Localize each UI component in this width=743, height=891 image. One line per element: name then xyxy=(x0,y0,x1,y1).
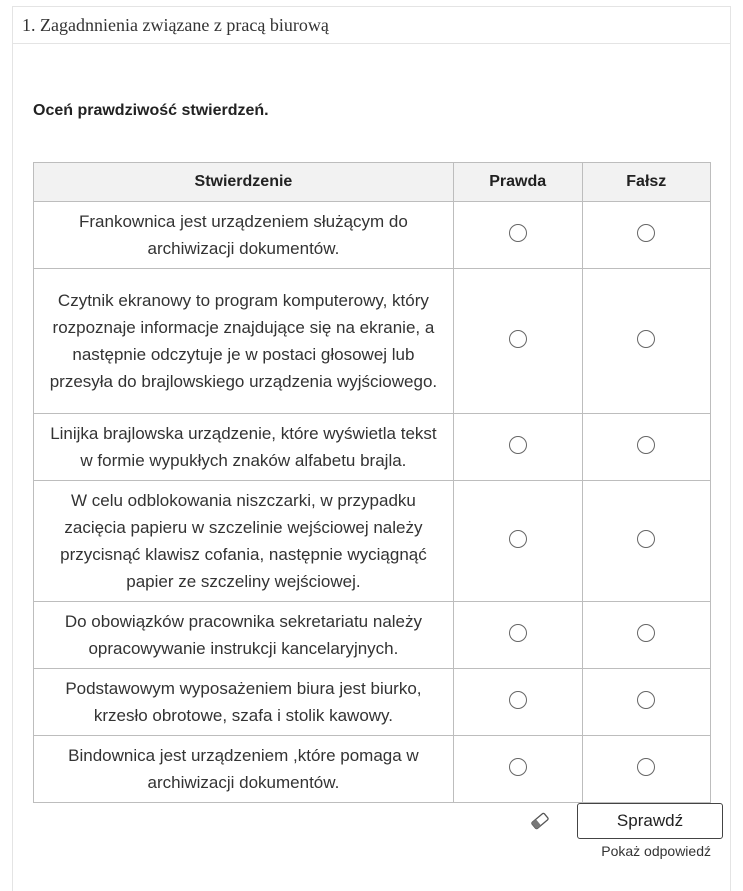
table-row xyxy=(34,669,711,736)
column-header-statement: Stwierdzenie xyxy=(34,163,454,202)
false-cell xyxy=(582,669,710,736)
true-radio[interactable] xyxy=(509,691,527,709)
false-cell xyxy=(582,269,710,414)
table-header-row xyxy=(34,163,711,202)
statement-cell: Do obowiązków pracownika sekretariatu należy opracowywanie instrukcji kancelaryjnych. xyxy=(34,602,454,669)
exercise-card xyxy=(12,6,731,891)
false-radio[interactable] xyxy=(637,330,655,348)
table-row xyxy=(34,202,711,269)
true-cell xyxy=(453,736,582,803)
true-cell xyxy=(453,669,582,736)
true-cell xyxy=(453,414,582,481)
true-radio[interactable] xyxy=(509,436,527,454)
statement-cell: Czytnik ekranowy to program komputerowy, który rozpoznaje informacje znajdujące się na ekranie, a następnie odczytuje je w postaci głosowej lub przesyła do brajlowskiego urządzenia wyjściowego. xyxy=(34,269,454,414)
instruction-text: Oceń prawdziwość stwierdzeń. xyxy=(33,102,269,119)
true-cell xyxy=(453,602,582,669)
true-radio[interactable] xyxy=(509,758,527,776)
show-answer-link[interactable]: Pokaż odpowiedź xyxy=(601,843,711,859)
true-cell xyxy=(453,269,582,414)
false-radio[interactable] xyxy=(637,691,655,709)
statement-cell: Podstawowym wyposażeniem biura jest biurko, krzesło obrotowe, szafa i stolik kawowy. xyxy=(34,669,454,736)
table-row xyxy=(34,602,711,669)
statement-cell: Linijka brajlowska urządzenie, które wyświetla tekst w formie wypukłych znaków alfabetu brajla. xyxy=(34,414,454,481)
table-row xyxy=(34,269,711,414)
false-radio[interactable] xyxy=(637,624,655,642)
check-button[interactable]: Sprawdź xyxy=(577,803,723,839)
false-cell xyxy=(582,414,710,481)
statement-cell: Frankownica jest urządzeniem służącym do archiwizacji dokumentów. xyxy=(34,202,454,269)
true-cell xyxy=(453,202,582,269)
false-radio[interactable] xyxy=(637,758,655,776)
statement-cell: W celu odblokowania niszczarki, w przypadku zacięcia papieru w szczelinie wejściowej należy przycisnąć klawisz cofania, następnie wyciągnąć papier ze szczeliny wejściowej. xyxy=(34,481,454,602)
false-cell xyxy=(582,736,710,803)
column-header-false: Fałsz xyxy=(582,163,710,202)
column-header-true: Prawda xyxy=(453,163,582,202)
false-radio[interactable] xyxy=(637,530,655,548)
false-cell xyxy=(582,602,710,669)
exercise-title: 1. Zagadnnienia związane z pracą biurową xyxy=(13,7,730,44)
false-cell xyxy=(582,481,710,602)
false-radio[interactable] xyxy=(637,436,655,454)
exercise-controls xyxy=(529,803,723,839)
true-radio[interactable] xyxy=(509,224,527,242)
true-cell xyxy=(453,481,582,602)
table-row xyxy=(34,736,711,803)
statement-cell: Bindownica jest urządzeniem ,które pomaga w archiwizacji dokumentów. xyxy=(34,736,454,803)
true-radio[interactable] xyxy=(509,530,527,548)
true-radio[interactable] xyxy=(509,330,527,348)
table-row xyxy=(34,481,711,602)
table-row xyxy=(34,414,711,481)
true-radio[interactable] xyxy=(509,624,527,642)
eraser-icon[interactable] xyxy=(529,810,551,832)
true-false-table xyxy=(33,162,711,803)
false-radio[interactable] xyxy=(637,224,655,242)
false-cell xyxy=(582,202,710,269)
